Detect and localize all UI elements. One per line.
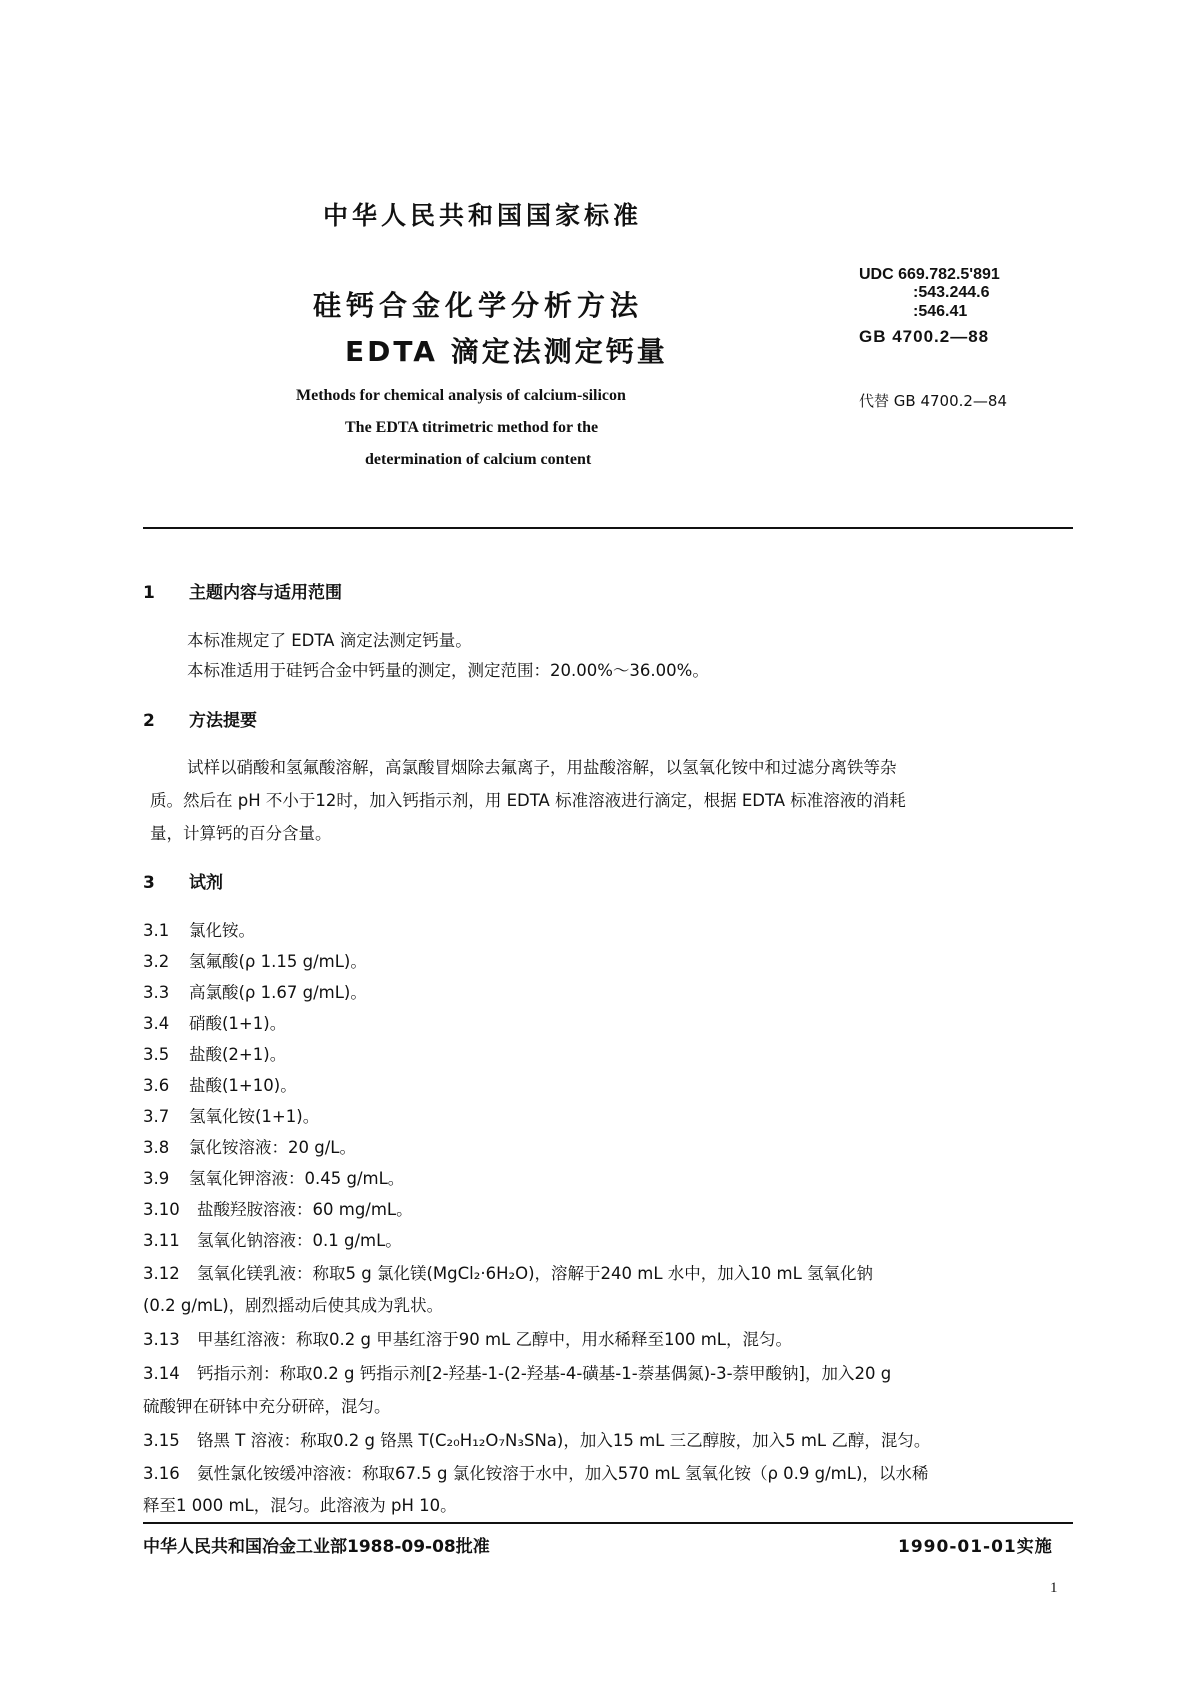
reagent-item <box>143 1460 928 1484</box>
udc-line3: :546.41 <box>913 303 968 320</box>
reagent-number: 3.9 <box>143 1169 170 1188</box>
reagent-text: 铬黑 T 溶液：称取0.2 g 铬黑 T(C₂₀H₁₂O₇N₃SNa)，加入15 mL 三乙醇胺，加入5 mL 乙醇，混匀。 <box>197 1431 931 1450</box>
section-2-title: 方法提要 <box>189 711 257 731</box>
reagent-text: 氯化铵。 <box>189 921 255 940</box>
title-en-line2: The EDTA titrimetric method for the <box>345 419 599 436</box>
udc-line1: UDC 669.782.5'891 <box>859 266 1000 283</box>
reagent-number: 3.11 <box>143 1231 180 1250</box>
footer-divider <box>143 1522 1073 1524</box>
reagent-number: 3.16 <box>143 1464 180 1483</box>
reagent-text: 钙指示剂：称取0.2 g 钙指示剂[2-羟基-1-(2-羟基-4-磺基-1-萘基偶氮)-3-萘甲酸钠]，加入20 g <box>197 1364 892 1383</box>
reagent-number: 3.5 <box>143 1045 170 1064</box>
section-3-heading <box>143 868 223 893</box>
gb-number: GB 4700.2—88 <box>859 327 990 346</box>
reagent-item <box>143 1041 286 1065</box>
section-1-heading <box>143 578 342 603</box>
reagent-item <box>143 1010 286 1034</box>
reagent-item <box>143 1103 319 1127</box>
reagent-number: 3.15 <box>143 1431 180 1450</box>
reagent-continuation: (0.2 g/mL)，剧烈摇动后使其成为乳状。 <box>143 1296 444 1315</box>
section-2-number: 2 <box>143 711 155 731</box>
reagent-number: 3.3 <box>143 983 170 1002</box>
reagent-item <box>143 1165 404 1189</box>
reagent-number: 3.12 <box>143 1264 180 1283</box>
title-en-line3: determination of calcium content <box>365 451 592 468</box>
section-1-number: 1 <box>143 583 155 603</box>
reagent-number: 3.10 <box>143 1200 180 1219</box>
page-number: 1 <box>1050 1580 1058 1596</box>
country-standard-heading: 中华人民共和国国家标准 <box>323 201 643 230</box>
reagent-text: 氯化铵溶液：20 g/L。 <box>189 1138 356 1157</box>
reagent-number: 3.6 <box>143 1076 170 1095</box>
reagent-number: 3.8 <box>143 1138 170 1157</box>
reagent-item <box>143 1134 356 1158</box>
title-cn-line1: 硅钙合金化学分析方法 <box>313 289 644 322</box>
reagent-text: 高氯酸(ρ 1.67 g/mL)。 <box>189 983 367 1002</box>
section-1-paragraph-1: 本标准规定了 EDTA 滴定法测定钙量。 <box>187 631 472 650</box>
section-2-line-1: 试样以硝酸和氢氟酸溶解，高氯酸冒烟除去氟离子，用盐酸溶解，以氢氧化铵中和过滤分离铁等杂 <box>187 758 897 777</box>
reagent-text: 硝酸(1+1)。 <box>189 1014 287 1033</box>
reagent-text: 氨性氯化铵缓冲溶液：称取67.5 g 氯化铵溶于水中，加入570 mL 氢氧化铵（ρ 0.9 g/mL)，以水稀 <box>197 1464 929 1483</box>
replaces-note: 代替 GB 4700.2—84 <box>859 392 1008 410</box>
section-3-number: 3 <box>143 873 155 893</box>
title-en-line1: Methods for chemical analysis of calcium-silicon <box>296 387 626 404</box>
section-2-heading <box>143 706 257 731</box>
approval-line: 中华人民共和国冶金工业部1988-09-08批准 <box>143 1537 490 1557</box>
reagent-text: 甲基红溶液：称取0.2 g 甲基红溶于90 mL 乙醇中，用水稀释至100 mL，混匀。 <box>197 1330 792 1349</box>
reagent-number: 3.14 <box>143 1364 180 1383</box>
reagent-text: 盐酸羟胺溶液：60 mg/mL。 <box>197 1200 413 1219</box>
reagent-item <box>143 1227 402 1251</box>
reagent-item <box>143 1196 413 1220</box>
effective-date: 1990-01-01实施 <box>898 1537 1053 1557</box>
title-cn-line2: EDTA 滴定法测定钙量 <box>345 335 668 368</box>
header-divider <box>143 527 1073 529</box>
section-2-line-3: 量，计算钙的百分含量。 <box>150 824 332 843</box>
reagent-item <box>143 917 255 941</box>
reagent-number: 3.2 <box>143 952 170 971</box>
reagent-item <box>143 979 367 1003</box>
reagent-number: 3.13 <box>143 1330 180 1349</box>
section-1-title: 主题内容与适用范围 <box>189 583 342 603</box>
reagent-number: 3.4 <box>143 1014 170 1033</box>
reagent-item <box>143 1260 873 1284</box>
udc-line2: :543.244.6 <box>913 284 990 301</box>
reagent-item <box>143 1360 891 1384</box>
reagent-text: 氢氧化钠溶液：0.1 g/mL。 <box>197 1231 402 1250</box>
reagent-text: 盐酸(2+1)。 <box>189 1045 287 1064</box>
reagent-text: 盐酸(1+10)。 <box>189 1076 297 1095</box>
reagent-text: 氢氧化铵(1+1)。 <box>189 1107 320 1126</box>
reagent-item <box>143 948 367 972</box>
reagent-number: 3.1 <box>143 921 170 940</box>
reagent-continuation: 硫酸钾在研钵中充分研碎，混匀。 <box>143 1397 391 1416</box>
section-2-line-2: 质。然后在 pH 不小于12时，加入钙指示剂，用 EDTA 标准溶液进行滴定，根据 EDTA 标准溶液的消耗 <box>150 791 906 810</box>
section-3-title: 试剂 <box>189 873 223 893</box>
reagent-number: 3.7 <box>143 1107 170 1126</box>
reagent-item <box>143 1072 297 1096</box>
reagent-text: 氢氧化镁乳液：称取5 g 氯化镁(MgCl₂·6H₂O)，溶解于240 mL 水中，加入10 mL 氢氧化钠 <box>197 1264 874 1283</box>
reagent-text: 氢氟酸(ρ 1.15 g/mL)。 <box>189 952 367 971</box>
reagent-item <box>143 1326 792 1350</box>
section-1-paragraph-2: 本标准适用于硅钙合金中钙量的测定，测定范围：20.00%～36.00%。 <box>187 661 709 680</box>
reagent-item <box>143 1427 930 1451</box>
reagent-text: 氢氧化钾溶液：0.45 g/mL。 <box>189 1169 405 1188</box>
reagent-continuation: 释至1 000 mL，混匀。此溶液为 pH 10。 <box>143 1496 457 1515</box>
